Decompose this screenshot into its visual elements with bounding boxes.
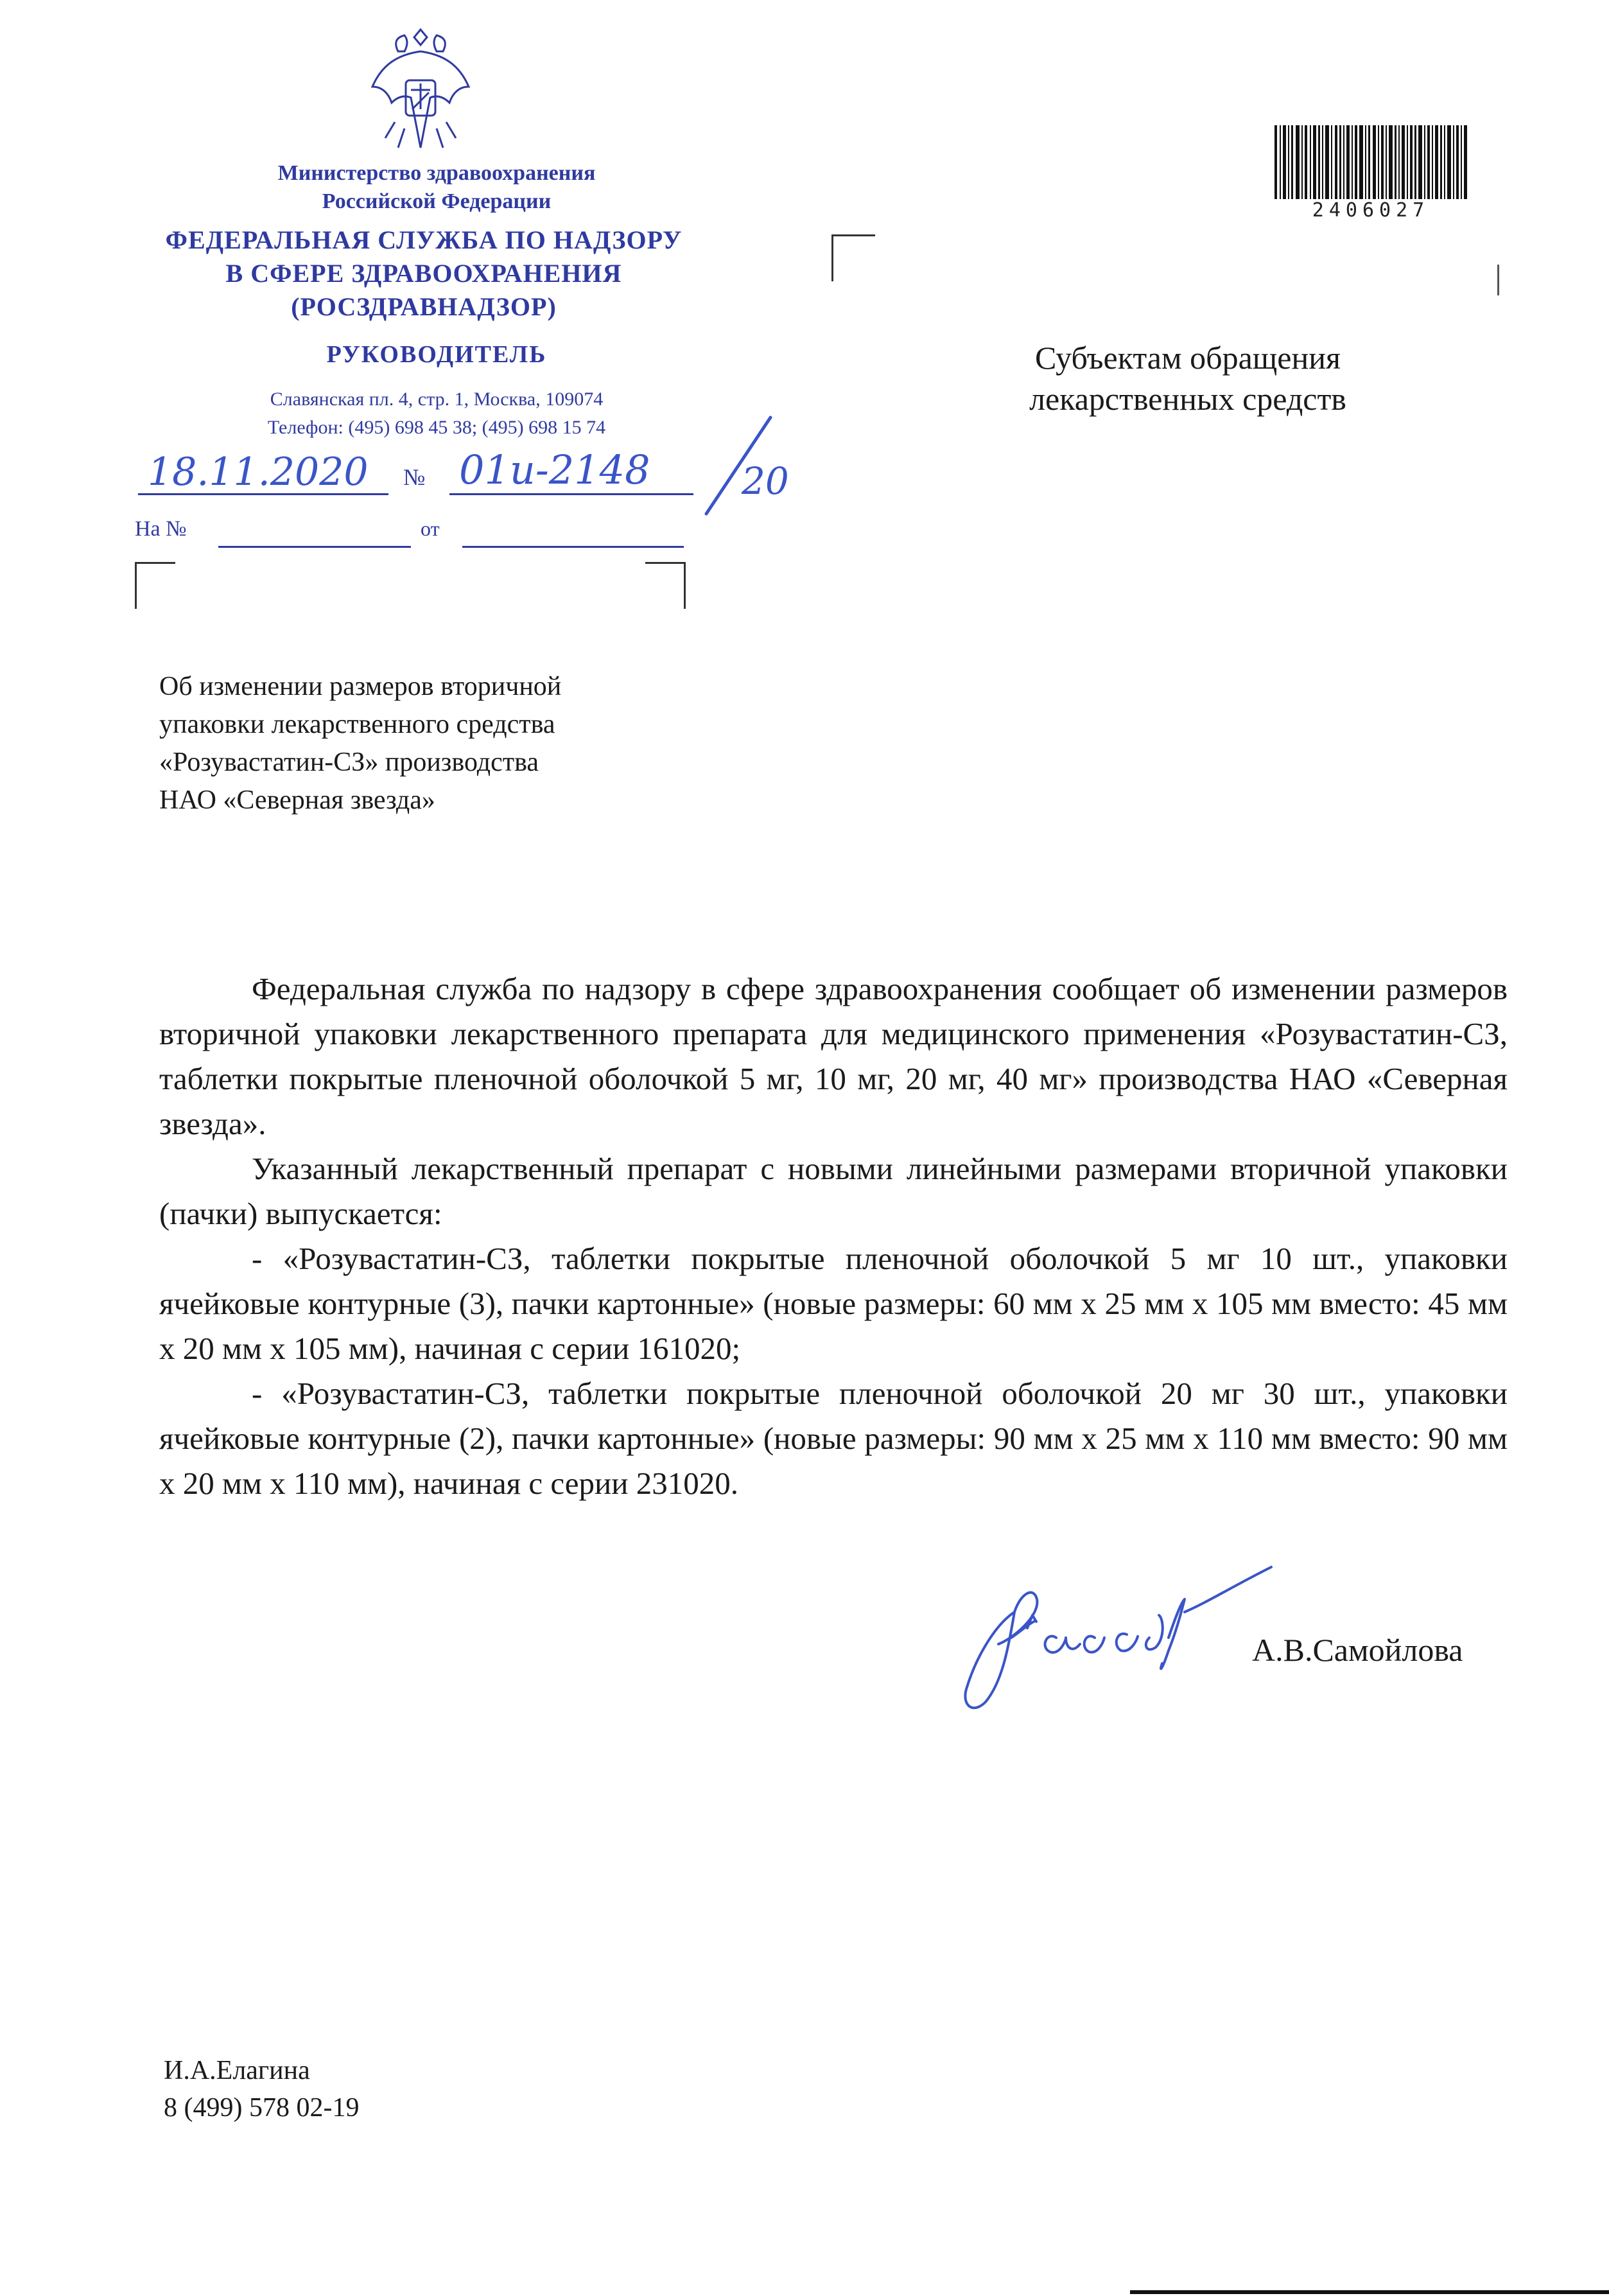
ref-number-field [218,546,411,548]
contact-block [154,385,719,442]
ref-date-label: от [421,517,440,540]
number-sign: № [403,464,426,490]
body-paragraph-4: - «Розувастатин-СЗ, таблетки покрытые пленочной оболочкой 20 мг 30 шт., упаковки ячейковые контурные (2), пачки картонные» (новые размеры: 90 мм x 25 мм x 110 мм вместо: 90 мм x 20 мм x 110 мм), начиная с серии 231020. [159,1376,1508,1501]
registration-date: 18.11.2020 [148,450,369,495]
ref-number-label: На № [135,517,187,541]
service-line-1: ФЕДЕРАЛЬНАЯ СЛУЖБА ПО НАДЗОРУ [165,225,683,254]
body-paragraph-2: Указанный лекарственный препарат с новыми линейными размерами вторичной упаковки (пачки) выпускается: [159,1151,1508,1231]
body-paragraph-3: - «Розувастатин-СЗ, таблетки покрытые пленочной оболочкой 5 мг 10 шт., упаковки ячейковые контурные (3), пачки картонные» (новые размеры: 60 мм x 25 мм x 105 мм вместо: 45 мм x 20 мм x 105 мм), начиная с серии 161020; [159,1241,1508,1366]
handwritten-signature-icon [937,1541,1297,1734]
executor-phone: 8 (499) 578 02-19 [164,2093,360,2123]
corner-mark-top-left [135,562,175,609]
ministry-line-2: Российской Федерации [322,189,552,213]
phone: Телефон: (495) 698 45 38; (495) 698 15 74 [267,417,606,438]
service-line-3: (РОСЗДРАВНАДЗОР) [291,292,557,321]
registration-number: 01и-2148 [459,446,650,493]
subject [159,668,737,819]
service-name [122,223,726,324]
addressee-line-1: Субъектам обращения [1035,340,1341,376]
letter-body [159,967,1508,1506]
signer-name: А.В.Самойлова [1252,1632,1463,1668]
number-underline [449,493,693,495]
head-title: РУКОВОДИТЕЛЬ [326,341,547,368]
address: Славянская пл. 4, стр. 1, Москва, 109074 [270,389,604,410]
subject-line-1: Об изменении размеров вторичной [159,672,562,701]
subject-line-4: НАО «Северная звезда» [159,785,435,815]
registration-number-suffix: 20 [742,459,789,503]
barcode-number: 2406027 [1312,199,1430,222]
executor [164,2052,359,2126]
addressee [944,337,1432,419]
corner-mark-addressee [831,234,875,281]
corner-mark-top-right [645,562,686,609]
body-paragraph-1: Федеральная служба по надзору в сфере здравоохранения сообщает об изменении размеров вторичной упаковки лекарственного препарата для медицинского применения «Розувастатин-СЗ, таблетки покрытые пленочной оболочкой 5 мг, 10 мг, 20 мг, 40 мг» производства НАО «Северная звезда». [159,971,1508,1141]
coat-of-arms-icon [360,26,482,161]
subject-line-3: «Розувастатин-СЗ» производства [159,748,539,777]
ref-date-field [462,546,684,548]
subject-line-2: упаковки лекарственного средства [159,710,555,739]
addressee-line-2: лекарственных средств [1029,381,1346,417]
scan-edge-line [1130,2290,1609,2294]
service-line-2: В СФЕРЕ ЗДРАВООХРАНЕНИЯ [225,259,622,288]
barcode-icon [1274,125,1467,199]
executor-name: И.А.Елагина [164,2056,310,2085]
ministry-line-1: Министерство здравоохранения [277,161,596,185]
ministry-name [193,159,681,216]
edge-mark [1497,265,1499,295]
